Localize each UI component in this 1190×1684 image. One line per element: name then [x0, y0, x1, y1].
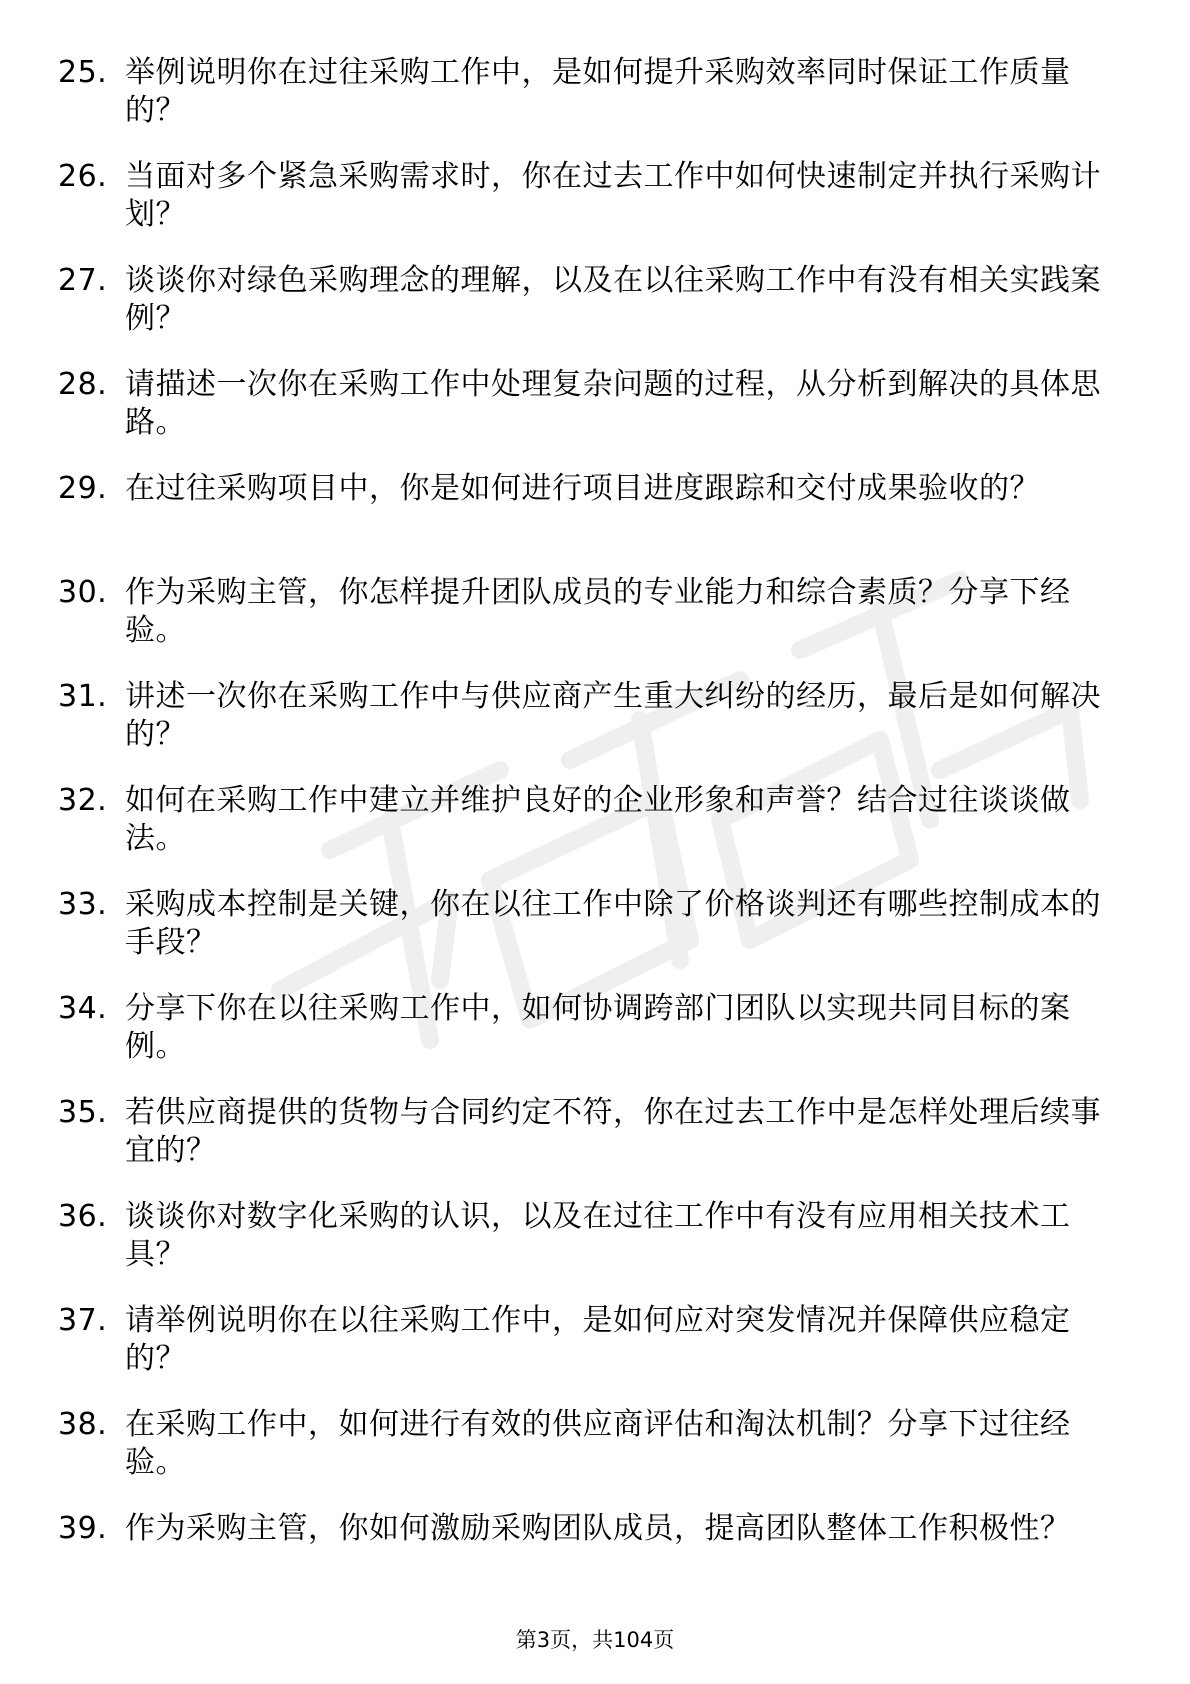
question-text: 讲述一次你在采购工作中与供应商产生重大纠纷的经历，最后是如何解决的？ [125, 679, 1101, 752]
question-number: 29. [58, 471, 108, 506]
question-text: 请描述一次你在采购工作中处理复杂问题的过程，从分析到解决的具体思路。 [125, 367, 1101, 440]
question-text: 在过往采购项目中，你是如何进行项目进度跟踪和交付成果验收的？ [125, 471, 1040, 506]
question-number: 39. [58, 1511, 108, 1546]
question-text: 若供应商提供的货物与合同约定不符，你在过去工作中是怎样处理后续事宜的？ [125, 1095, 1101, 1168]
question-number: 36. [58, 1199, 108, 1234]
question-item [58, 366, 1118, 470]
question-text: 作为采购主管，你如何激励采购团队成员，提高团队整体工作积极性？ [125, 1511, 1071, 1546]
question-item [58, 1094, 1118, 1198]
question-number: 26. [58, 159, 108, 194]
question-number: 34. [58, 991, 108, 1026]
page-indicator: 第3页，共104页 [515, 1628, 675, 1652]
question-item [58, 990, 1118, 1094]
question-item [58, 470, 1118, 574]
question-item [58, 1302, 1118, 1406]
question-item [58, 1198, 1118, 1302]
question-text: 举例说明你在过往采购工作中，是如何提升采购效率同时保证工作质量的？ [125, 55, 1071, 128]
question-text: 在采购工作中，如何进行有效的供应商评估和淘汰机制？分享下过往经验。 [125, 1407, 1071, 1480]
question-number: 38. [58, 1407, 108, 1442]
question-list [58, 54, 1118, 1614]
question-text: 如何在采购工作中建立并维护良好的企业形象和声誉？结合过往谈谈做法。 [125, 783, 1071, 856]
question-text: 谈谈你对绿色采购理念的理解，以及在以往采购工作中有没有相关实践案例？ [125, 263, 1101, 336]
question-item [58, 886, 1118, 990]
question-number: 25. [58, 55, 108, 90]
question-number: 30. [58, 575, 108, 610]
question-number: 32. [58, 783, 108, 818]
question-number: 31. [58, 679, 108, 714]
question-number: 35. [58, 1095, 108, 1130]
question-number: 27. [58, 263, 108, 298]
question-text: 采购成本控制是关键，你在以往工作中除了价格谈判还有哪些控制成本的手段？ [125, 887, 1101, 960]
question-item [58, 1510, 1118, 1614]
question-number: 37. [58, 1303, 108, 1338]
question-text: 分享下你在以往采购工作中，如何协调跨部门团队以实现共同目标的案例。 [125, 991, 1071, 1064]
question-text: 谈谈你对数字化采购的认识，以及在过往工作中有没有应用相关技术工具？ [125, 1199, 1071, 1272]
question-item [58, 782, 1118, 886]
question-item [58, 574, 1118, 678]
question-item [58, 262, 1118, 366]
question-item [58, 158, 1118, 262]
question-item [58, 54, 1118, 158]
question-text: 当面对多个紧急采购需求时，你在过去工作中如何快速制定并执行采购计划？ [125, 159, 1101, 232]
question-item [58, 1406, 1118, 1510]
question-number: 28. [58, 367, 108, 402]
question-text: 请举例说明你在以往采购工作中，是如何应对突发情况并保障供应稳定的？ [125, 1303, 1071, 1376]
question-text: 作为采购主管，你怎样提升团队成员的专业能力和综合素质？分享下经验。 [125, 575, 1071, 648]
question-item [58, 678, 1118, 782]
question-number: 33. [58, 887, 108, 922]
